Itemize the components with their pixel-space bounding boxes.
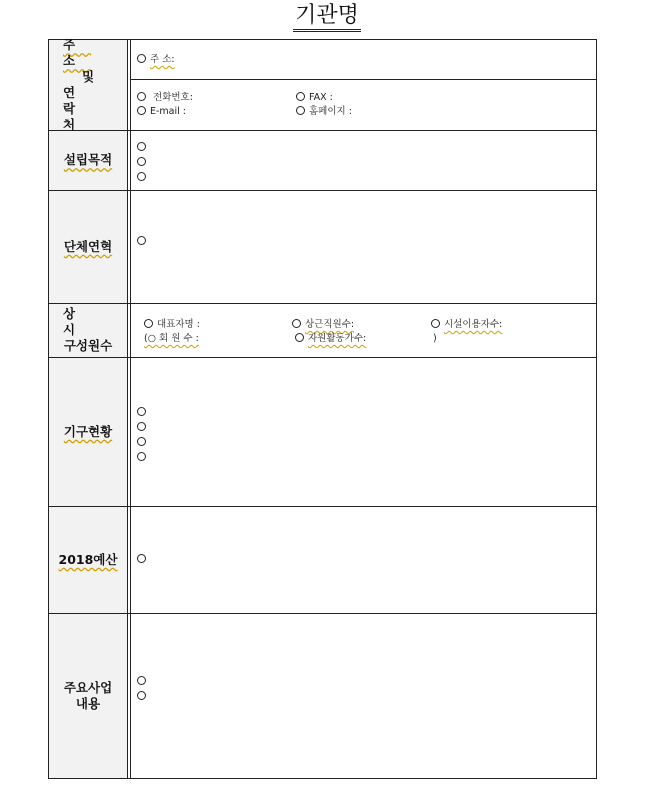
history-label: 단체연혁: [63, 238, 113, 254]
circle-bullet-icon: [137, 554, 146, 563]
fax-item: FAX :: [296, 91, 333, 104]
column-divider: [127, 40, 128, 778]
projects-label: 주요사업 내용: [63, 679, 113, 711]
homepage-item: 홈페이지 :: [296, 105, 352, 118]
members-label: 상 시 구성원수: [63, 306, 113, 353]
circle-bullet-icon: [296, 92, 305, 101]
row-divider: [131, 79, 596, 80]
row-divider: [49, 303, 596, 304]
facility-users-item: 시설이용자수:: [431, 318, 502, 331]
address-contact-label: 주 소 및 연 락 처: [63, 37, 95, 132]
row-divider: [49, 357, 596, 358]
purpose-bullets: [137, 142, 146, 187]
circle-bullet-icon: [137, 92, 146, 101]
institution-form-table: [48, 39, 597, 779]
email-item: E-mail :: [137, 105, 186, 118]
row-divider: [49, 130, 596, 131]
circle-bullet-icon: [295, 333, 304, 342]
column-divider-inner: [130, 40, 131, 778]
row-divider: [49, 506, 596, 507]
circle-bullet-icon: [137, 407, 146, 416]
circle-bullet-icon: [137, 106, 146, 115]
circle-bullet-icon: [296, 106, 305, 115]
circle-bullet-icon: [137, 236, 146, 245]
circle-bullet-icon: [137, 437, 146, 446]
circle-bullet-icon: [137, 54, 146, 63]
org-status-bullets: [137, 407, 146, 467]
org-status-label: 기구현황: [63, 423, 113, 439]
circle-bullet-icon: [137, 691, 146, 700]
budget-label: 2018예산: [58, 551, 118, 567]
staff-count-item: 상근직원수:: [292, 318, 354, 331]
row-divider: [49, 190, 596, 191]
phone-item: 전화번호:: [137, 91, 193, 104]
circle-bullet-icon: [292, 319, 301, 328]
address-item: 주 소:: [137, 53, 175, 66]
document-title: 기관명: [0, 2, 654, 30]
circle-bullet-icon: [144, 319, 153, 328]
closing-paren: ): [433, 333, 437, 344]
history-bullets: [137, 236, 146, 251]
purpose-label: 설립목적: [63, 152, 113, 167]
circle-bullet-icon: [137, 676, 146, 685]
circle-bullet-icon: [137, 452, 146, 461]
budget-bullets: [137, 554, 146, 569]
circle-bullet-icon: [431, 319, 440, 328]
volunteer-count-item: 자원활동가수:: [295, 332, 366, 345]
row-divider: [49, 613, 596, 614]
representative-item: 대표자명 :: [144, 318, 200, 331]
circle-bullet-icon: [137, 172, 146, 181]
circle-bullet-icon: [137, 157, 146, 166]
circle-bullet-icon: [137, 422, 146, 431]
member-count-item: (○ 회 원 수 :: [144, 333, 199, 344]
projects-bullets: [137, 676, 146, 706]
circle-bullet-icon: [137, 142, 146, 151]
